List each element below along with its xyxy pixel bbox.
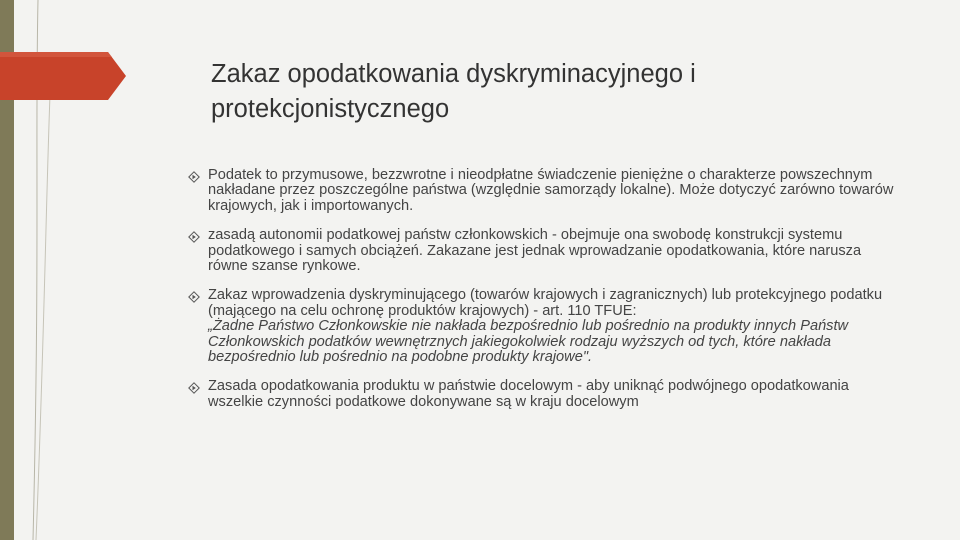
treaty-quote: „Żadne Państwo Członkowskie nie nakłada bezpośrednio lub pośrednio na produkty innych Państw Członkowskich podatków wewnętrznych jakiegokolwiek rodzaju wyższych od tych, które nakłada bezpośrednio lub pośrednio na podobne produkty krajowe".	[208, 318, 849, 366]
diamond-arrow-icon	[188, 231, 200, 243]
diamond-arrow-icon	[188, 382, 200, 394]
diamond-arrow-icon	[188, 171, 200, 183]
list-item	[188, 168, 900, 214]
list-item	[188, 288, 900, 365]
bullet-text: Zakaz wprowadzenia dyskryminującego (towarów krajowych i zagranicznych) lub protekcyjnego podatku (mającego na celu ochronę produktów krajowych) - art. 110 TFUE:	[208, 287, 883, 319]
list-item	[188, 379, 900, 410]
title-accent-tab	[0, 52, 130, 100]
list-item	[188, 228, 900, 274]
bullet-list	[188, 168, 900, 424]
bullet-text: zasadą autonomii podatkowej państw członkowskich - obejmuje ona swobodę konstrukcji systemu podatkowego i samych obciążeń. Zakazane jest jednak wprowadzanie opodatkowania, które narusza równe szanse rynkowe.	[208, 227, 862, 275]
slide-title: Zakaz opodatkowania dyskryminacyjnego i protekcjonistycznego	[211, 60, 696, 123]
bullet-text: Podatek to przymusowe, bezzwrotne i nieodpłatne świadczenie pieniężne o charakterze powszechnym nakładane przez poszczególne państwa (względnie samorządy lokalne). Może dotyczyć zarówno towarów krajowych, jak i importowanych.	[208, 167, 894, 214]
diamond-arrow-icon	[188, 291, 200, 303]
bullet-text: Zasada opodatkowania produktu w państwie docelowym - aby uniknąć podwójnego opodatkowania wszelkie czynności podatkowe dokonywane są w kraju docelowym	[208, 378, 849, 410]
